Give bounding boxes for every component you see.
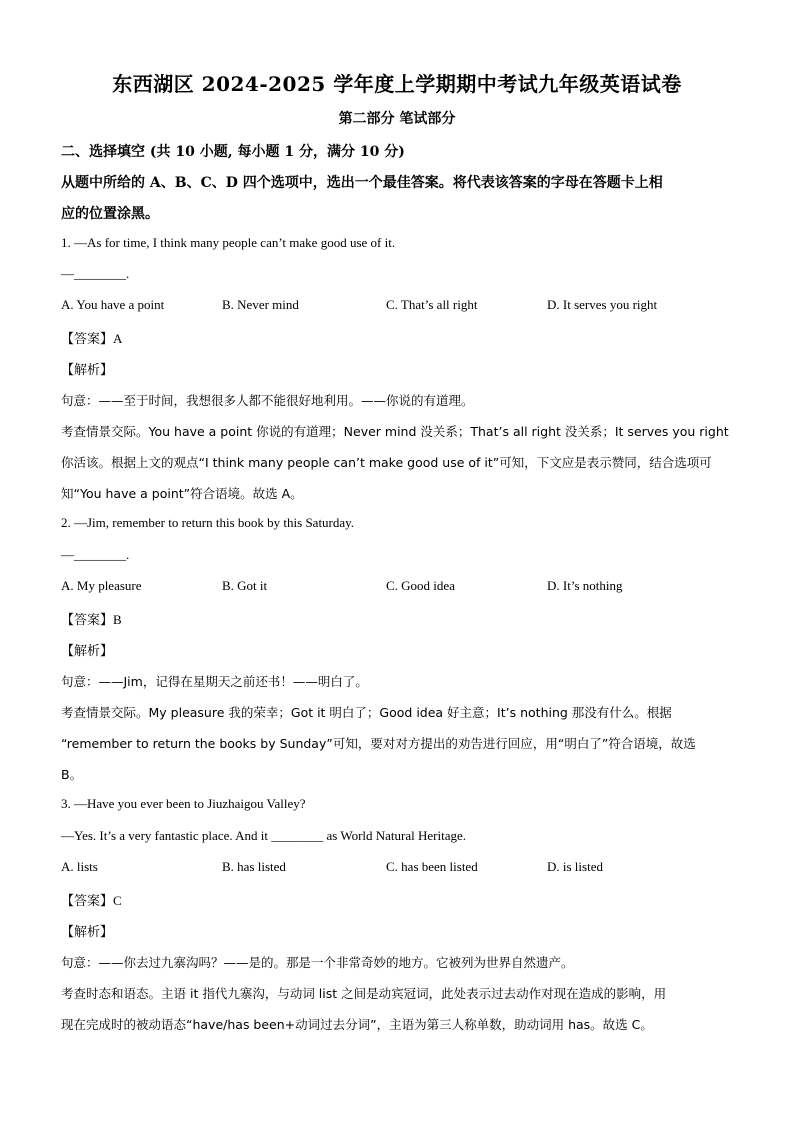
- question-3-prompt: 3. —Have you ever been to Jiuzhaigou Valley?: [61, 796, 306, 811]
- page-subtitle: 第二部分 笔试部分: [338, 111, 456, 127]
- question-2-explanation-line: 考查情景交际。My pleasure 我的荣幸；Got it 明白了；Good idea 好主意；It’s nothing 那没有什么。根据: [61, 705, 672, 720]
- answer-value: C: [113, 893, 122, 908]
- question-3-answer: [61, 890, 122, 909]
- answer-label: 【答案】: [61, 332, 114, 347]
- question-1-option-d: D. It serves you right: [547, 297, 658, 312]
- question-3-option-b: B. has listed: [222, 859, 286, 874]
- question-1-explanation-line: 考查情景交际。You have a point 你说的有道理；Never mind 没关系；That’s all right 没关系；It serves you right: [61, 424, 729, 439]
- question-2-explanation-line: “remember to return the books by Sunday”可知，要对对方提出的劝告进行回应，用“明白了”符合语境，故选: [61, 736, 696, 751]
- question-3-option-d: D. is listed: [547, 859, 603, 874]
- answer-label: 【答案】: [61, 613, 114, 628]
- question-1-reply: —________.: [61, 266, 130, 281]
- section-instruction-line-1: 从题中所给的 A、B、C、D 四个选项中，选出一个最佳答案。将代表该答案的字母在答题卡上相: [61, 175, 663, 191]
- question-2-prompt: 2. —Jim, remember to return this book by this Saturday.: [61, 515, 355, 530]
- question-1-option-c: C. That’s all right: [386, 297, 478, 312]
- question-2-option-d: D. It’s nothing: [547, 578, 623, 593]
- question-3-explanation-line: 现在完成时的被动语态“have/has been+动词过去分词”，主语为第三人称单数，助动词用 has。故选 C。: [61, 1017, 653, 1032]
- question-2-reply: —________.: [61, 547, 130, 562]
- question-1-option-b: B. Never mind: [222, 297, 299, 312]
- question-2-answer: [61, 609, 122, 628]
- section-instruction-line-2: 应的位置涂黑。: [61, 206, 159, 222]
- question-2-explanation-line: 句意：——Jim，记得在星期天之前还书！——明白了。: [61, 674, 368, 689]
- question-1-analysis-label: 【解析】: [61, 363, 114, 378]
- question-3-option-a: A. lists: [61, 859, 98, 874]
- question-3-analysis-label: 【解析】: [61, 925, 114, 940]
- question-1-explanation-line: 知“You have a point”符合语境。故选 A。: [61, 486, 303, 501]
- question-2-analysis-label: 【解析】: [61, 644, 114, 659]
- question-3-reply: —Yes. It’s a very fantastic place. And it ________ as World Natural Heritage.: [61, 828, 466, 843]
- answer-value: A: [113, 331, 123, 346]
- answer-value: B: [113, 612, 122, 627]
- question-2-option-c: C. Good idea: [386, 578, 455, 593]
- page-title: 东西湖区 2024-2025 学年度上学期期中考试九年级英语试卷: [112, 72, 682, 96]
- question-2-option-b: B. Got it: [222, 578, 268, 593]
- question-3-explanation-line: 句意：——你去过九寨沟吗？——是的。那是一个非常奇妙的地方。它被列为世界自然遗产。: [61, 955, 574, 970]
- answer-label: 【答案】: [61, 894, 114, 909]
- question-2-explanation-line: B。: [61, 767, 83, 782]
- question-1-option-a: A. You have a point: [61, 297, 165, 312]
- question-2-option-a: A. My pleasure: [61, 578, 142, 593]
- section-heading: 二、选择填空 (共 10 小题, 每小题 1 分，满分 10 分): [61, 144, 405, 160]
- question-3-option-c: C. has been listed: [386, 859, 478, 874]
- question-1-explanation-line: 句意：——至于时间，我想很多人都不能很好地利用。——你说的有道理。: [61, 393, 474, 408]
- question-3-explanation-line: 考查时态和语态。主语 it 指代九寨沟，与动词 list 之间是动宾冠词，此处表示过去动作对现在造成的影响，用: [61, 986, 667, 1001]
- question-1-prompt: 1. —As for time, I think many people can’t make good use of it.: [61, 235, 396, 250]
- question-1-answer: [61, 328, 122, 347]
- question-1-explanation-line: 你活该。根据上文的观点“I think many people can’t make good use of it”可知，下文应是表示赞同，结合选项可: [61, 455, 712, 470]
